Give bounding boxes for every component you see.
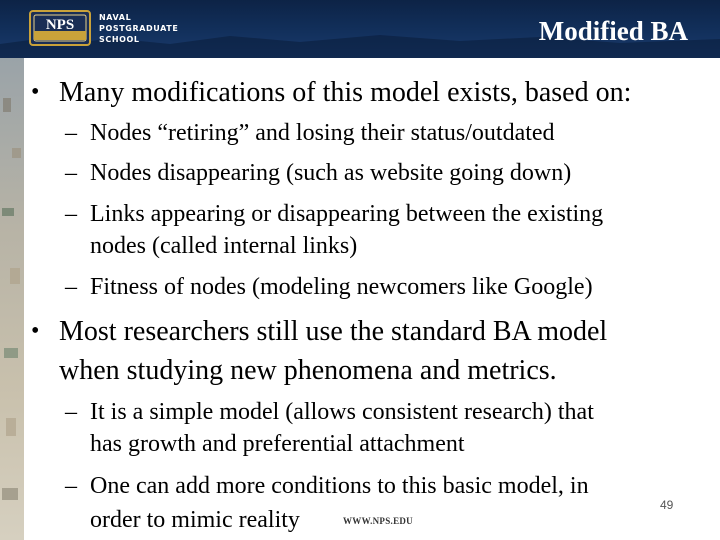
sub-bullet-text: Nodes disappearing (such as website going down) bbox=[90, 160, 572, 186]
sub-bullet-dash: – bbox=[65, 201, 77, 227]
sub-bullet-text: has growth and preferential attachment bbox=[90, 431, 465, 457]
sub-bullet-text: One can add more conditions to this basic model, in bbox=[90, 473, 589, 499]
bullet-text: Many modifications of this model exists, based on: bbox=[59, 77, 632, 108]
sub-bullet-text: Links appearing or disappearing between the existing bbox=[90, 201, 604, 227]
slide-title: Modified BA bbox=[538, 16, 688, 46]
sub-bullet-text: nodes (called internal links) bbox=[90, 233, 358, 259]
footer-url: WWW.NPS.EDU bbox=[343, 516, 413, 526]
bullet-marker: • bbox=[31, 318, 40, 344]
page-number: 49 bbox=[660, 498, 674, 512]
sub-bullet-dash: – bbox=[65, 473, 77, 499]
sub-bullet-dash: – bbox=[65, 399, 77, 425]
school-name-line: SCHOOL bbox=[99, 35, 140, 44]
school-name-line: POSTGRADUATE bbox=[99, 24, 179, 33]
sub-bullet-text: order to mimic reality bbox=[90, 507, 300, 533]
sub-bullet-dash: – bbox=[65, 120, 77, 146]
school-name-line: NAVAL bbox=[99, 13, 132, 22]
bullet-text: when studying new phenomena and metrics. bbox=[59, 355, 557, 386]
sub-bullet-dash: – bbox=[65, 160, 77, 186]
sub-bullet-text: It is a simple model (allows consistent research) that bbox=[90, 399, 594, 425]
svg-text:NPS: NPS bbox=[45, 17, 75, 33]
sub-bullet-text: Fitness of nodes (modeling newcomers like Google) bbox=[90, 274, 593, 300]
sub-bullet-text: Nodes “retiring” and losing their status/outdated bbox=[90, 120, 555, 146]
sub-bullet-dash: – bbox=[65, 274, 77, 300]
bullet-marker: • bbox=[31, 79, 40, 105]
bullet-text: Most researchers still use the standard BA model bbox=[59, 316, 608, 347]
